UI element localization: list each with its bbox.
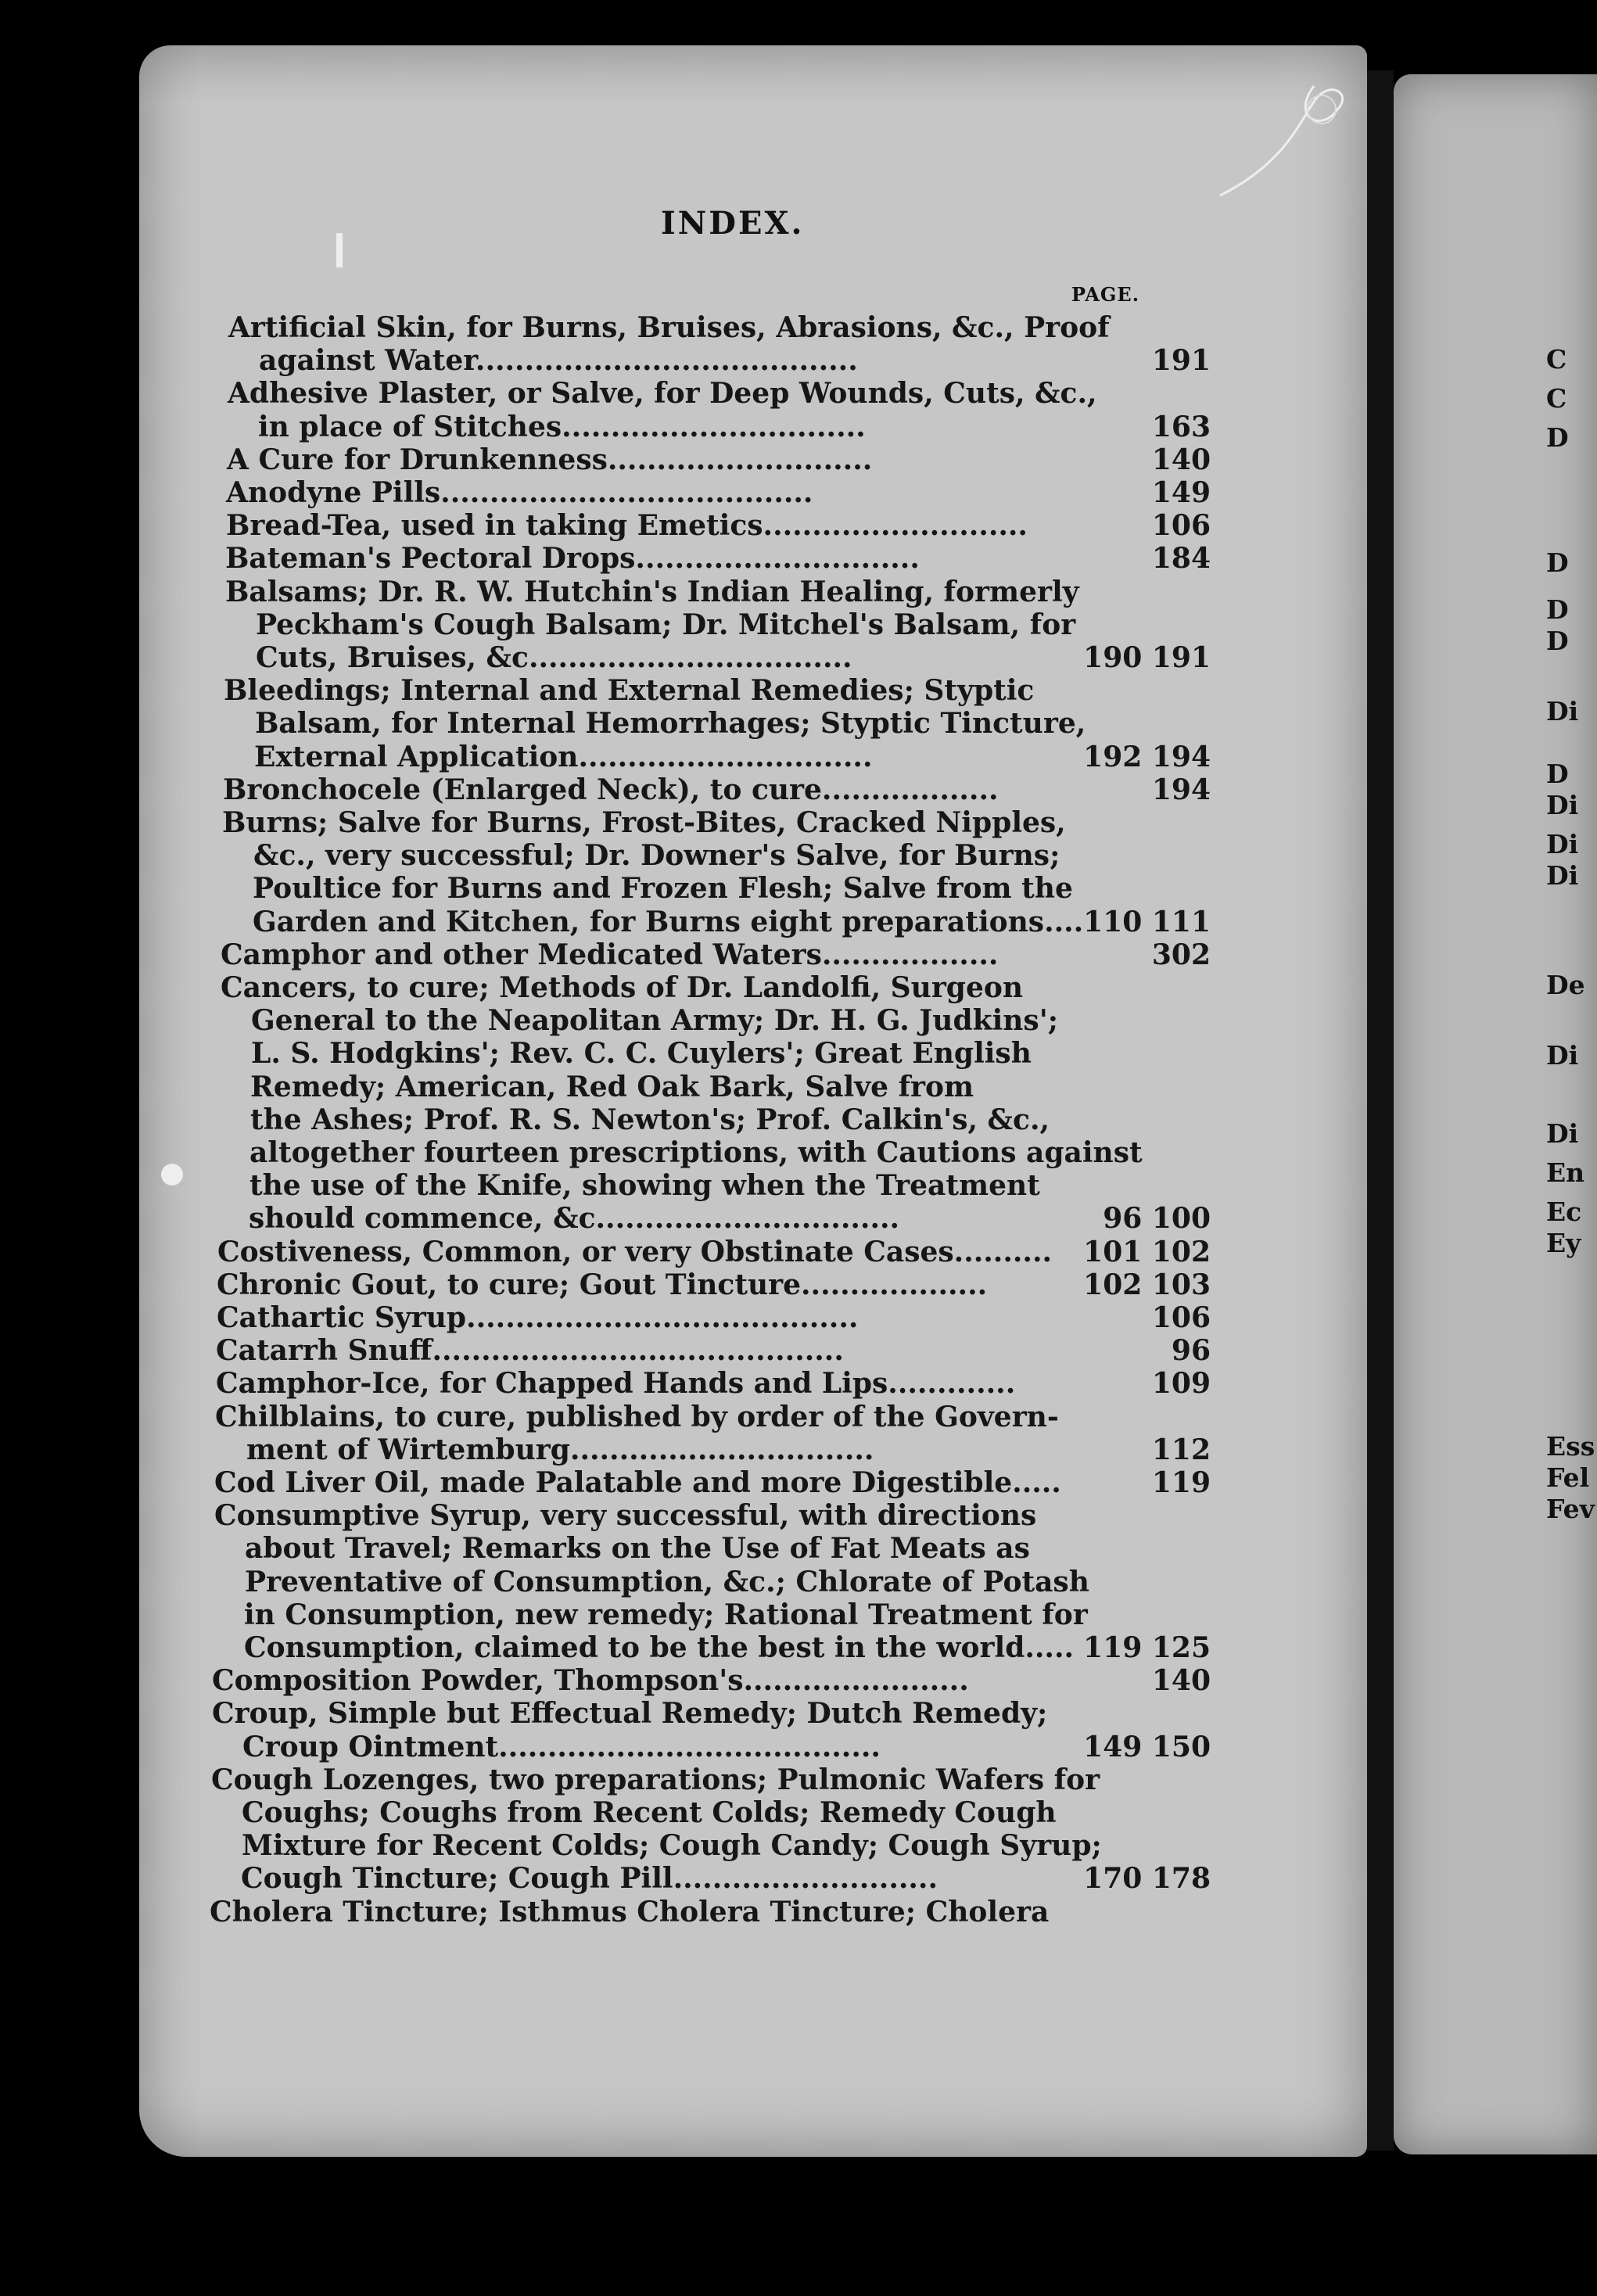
adjacent-page-fragment: D xyxy=(1546,422,1569,453)
index-entry-text: against Water....................................... xyxy=(259,344,858,378)
adjacent-page-fragment: C xyxy=(1546,383,1567,414)
index-entry-page: 119 xyxy=(1151,1466,1211,1499)
index-entry-page: 163 xyxy=(1151,410,1211,443)
index-entry-text: Anodyne Pills...................................... xyxy=(226,476,813,509)
index-entry-text: Cholera Tincture; Isthmus Cholera Tincture; Cholera xyxy=(210,1895,1050,1928)
index-entry-text: Coughs; Coughs from Recent Colds; Remedy Cough xyxy=(242,1796,1057,1829)
index-entry-line xyxy=(245,1566,1087,1598)
index-entry-page: 106 xyxy=(1151,509,1211,543)
index-entry-line xyxy=(214,1466,1087,1499)
index-entry-text: General to the Neapolitan Army; Dr. H. G. Judkins'; xyxy=(251,1004,1059,1038)
book-gutter xyxy=(1367,70,1394,2151)
index-entry-page: 140 xyxy=(1151,1664,1211,1698)
index-entry-line xyxy=(223,773,1087,806)
adjacent-page-fragment: Di xyxy=(1546,696,1579,726)
index-entry-line xyxy=(221,938,1087,971)
index-entry-line xyxy=(221,971,1087,1004)
adjacent-page-fragment: C xyxy=(1546,344,1567,375)
index-entry-page: 101 102 xyxy=(1083,1235,1211,1268)
index-entry-text: altogether fourteen prescriptions, with Cautions against xyxy=(249,1136,1143,1169)
index-entry-text: Camphor and other Medicated Waters.................. xyxy=(221,938,999,971)
index-entry-text: Chilblains, to cure, published by order of the Govern- xyxy=(215,1400,1059,1433)
index-entry-text: Artificial Skin, for Burns, Bruises, Abrasions, &c., Proof xyxy=(228,311,1110,344)
adjacent-page-fragment: Fel xyxy=(1546,1462,1590,1493)
index-entry-line xyxy=(241,1862,1087,1895)
index-entry-line xyxy=(212,1664,1087,1697)
page-column-header: PAGE. xyxy=(1071,283,1140,306)
index-entry-line xyxy=(217,1268,1087,1301)
index-entry-text: Catarrh Snuff.......................................... xyxy=(216,1334,844,1368)
index-entry-line xyxy=(245,1532,1087,1565)
index-entry-line xyxy=(249,1169,1087,1202)
index-entry-text: Chronic Gout, to cure; Gout Tincture................... xyxy=(217,1268,988,1301)
index-entry-line xyxy=(249,1202,1087,1235)
index-entry-text: ment of Wirtemburg............................... xyxy=(246,1433,874,1466)
index-entry-page: 106 xyxy=(1151,1301,1211,1334)
index-entry-text: in Consumption, new remedy; Rational Treatment for xyxy=(244,1598,1088,1631)
index-entry-line xyxy=(258,411,1087,443)
index-title: INDEX. xyxy=(661,205,805,242)
adjacent-page-fragment: Di xyxy=(1546,1040,1579,1071)
index-entry-line xyxy=(255,707,1087,740)
index-entry-line xyxy=(244,1631,1087,1664)
index-entry-line xyxy=(253,906,1087,938)
index-entry-text: Croup Ointment....................................... xyxy=(242,1730,881,1763)
index-entry-page: 170 178 xyxy=(1083,1862,1211,1896)
index-entry-text: Peckham's Cough Balsam; Dr. Mitchel's Balsam, for xyxy=(256,608,1076,641)
index-entry-page: 96 xyxy=(1171,1334,1211,1368)
index-entry-line xyxy=(224,674,1087,707)
index-entry-line xyxy=(256,608,1087,641)
index-entry-line xyxy=(227,443,1087,476)
index-entry-text: Cathartic Syrup........................................ xyxy=(217,1301,859,1334)
index-entry-text: should commence, &c............................... xyxy=(249,1202,900,1236)
index-entry-text: Burns; Salve for Burns, Frost-Bites, Cracked Nipples, xyxy=(222,806,1066,839)
index-entry-text: Balsam, for Internal Hemorrhages; Styptic Tincture, xyxy=(255,707,1086,741)
adjacent-page-fragment: Di xyxy=(1546,1118,1579,1149)
index-entry-page: 119 125 xyxy=(1083,1631,1211,1664)
adjacent-page-fragment: Di xyxy=(1546,860,1579,891)
index-entry-text: Remedy; American, Red Oak Bark, Salve from xyxy=(250,1070,974,1103)
index-entry-line xyxy=(214,1499,1087,1532)
index-entry-line xyxy=(242,1796,1087,1829)
index-entry-page: 190 191 xyxy=(1083,641,1211,674)
index-entry-line xyxy=(216,1367,1087,1400)
index-entry-page: 302 xyxy=(1151,938,1211,971)
index-entry-text: Mixture for Recent Colds; Cough Candy; Cough Syrup; xyxy=(242,1829,1102,1863)
index-entry-text: in place of Stitches............................... xyxy=(258,410,866,443)
index-entry-text: &c., very successful; Dr. Downer's Salve, for Burns; xyxy=(253,839,1060,873)
adjacent-page-fragment: En xyxy=(1546,1157,1585,1188)
index-entry-text: Cough Tincture; Cough Pill........................... xyxy=(241,1862,938,1896)
index-entry-text: Garden and Kitchen, for Burns eight preparations.... xyxy=(253,905,1084,938)
index-entry-text: Cuts, Bruises, &c................................. xyxy=(256,641,852,674)
index-entry-text: Cancers, to cure; Methods of Dr. Landolfi, Surgeon xyxy=(221,971,1024,1004)
index-entry-line xyxy=(216,1334,1087,1367)
index-entry-line xyxy=(256,641,1087,674)
index-entry-line xyxy=(226,476,1087,509)
index-entry-text: A Cure for Drunkenness........................... xyxy=(227,443,873,476)
index-entry-line xyxy=(217,1301,1087,1334)
index-entry-text: Composition Powder, Thompson's....................... xyxy=(212,1664,969,1698)
index-entry-text: the Ashes; Prof. R. S. Newton's; Prof. Calkin's, &c., xyxy=(250,1103,1050,1136)
index-entry-page: 184 xyxy=(1151,542,1211,576)
index-entry-page: 149 xyxy=(1151,476,1211,509)
adjacent-page-fragment: Ec xyxy=(1546,1196,1582,1227)
index-entry-text: Cough Lozenges, two preparations; Pulmonic Wafers for xyxy=(211,1763,1100,1796)
index-entry-text: Bleedings; Internal and External Remedies; Styptic xyxy=(224,674,1035,708)
index-entry-line xyxy=(250,1071,1087,1103)
index-entry-line xyxy=(249,1136,1143,1169)
index-entry-line xyxy=(225,576,1087,608)
index-entry-line xyxy=(254,741,1087,773)
adjacent-page-fragment: Di xyxy=(1546,829,1579,859)
index-entry-text: Consumptive Syrup, very successful, with directions xyxy=(214,1499,1037,1533)
index-entry-line xyxy=(253,872,1087,905)
index-entry-text: about Travel; Remarks on the Use of Fat Meats as xyxy=(245,1532,1030,1566)
adjacent-page-fragment: Ess xyxy=(1546,1431,1595,1462)
index-entry-line xyxy=(259,344,1087,377)
index-entry-text: Preventative of Consumption, &c.; Chlorate of Potash xyxy=(245,1565,1089,1598)
adjacent-page-fragment: Di xyxy=(1546,790,1579,820)
index-entry-page: 192 194 xyxy=(1083,740,1211,773)
index-entry-text: Costiveness, Common, or very Obstinate Cases.......... xyxy=(217,1235,1053,1268)
index-entry-text: Cod Liver Oil, made Palatable and more Digestible..... xyxy=(214,1466,1061,1499)
adjacent-page-fragment: D xyxy=(1546,547,1569,578)
index-entry-line xyxy=(228,377,1097,411)
adjacent-page-fragment: D xyxy=(1546,626,1569,656)
index-entry-text: Balsams; Dr. R. W. Hutchin's Indian Healing, formerly xyxy=(225,575,1079,608)
adjacent-page-fragment: De xyxy=(1546,970,1585,1000)
index-entry-line xyxy=(244,1598,1087,1631)
index-entry-page: 149 150 xyxy=(1083,1730,1211,1763)
index-entry-line xyxy=(242,1731,1087,1763)
adjacent-page-fragment: Fev xyxy=(1546,1494,1595,1524)
index-entry-text: Camphor-Ice, for Chapped Hands and Lips............. xyxy=(216,1367,1016,1401)
index-entry-text: Consumption, claimed to be the best in the world..... xyxy=(244,1631,1075,1664)
index-entry-page: 194 xyxy=(1151,773,1211,806)
index-entry-line xyxy=(210,1896,1087,1928)
index-entry-line xyxy=(212,1697,1087,1730)
index-entry-page: 191 xyxy=(1151,344,1211,378)
index-entry-page: 109 xyxy=(1151,1367,1211,1401)
adjacent-page-fragment: Ey xyxy=(1546,1228,1581,1258)
index-entry-page: 96 100 xyxy=(1103,1202,1211,1236)
index-entry-text: L. S. Hodgkins'; Rev. C. C. Cuylers'; Great English xyxy=(251,1037,1032,1071)
index-entry-text: Adhesive Plaster, or Salve, for Deep Wounds, Cuts, &c., xyxy=(228,377,1097,411)
index-entry-line xyxy=(246,1433,1087,1466)
index-entry-line xyxy=(253,839,1087,872)
index-entry-line xyxy=(251,1037,1087,1070)
index-entry-line xyxy=(215,1401,1087,1433)
index-entry-line xyxy=(217,1236,1087,1268)
index-entry-text: Bateman's Pectoral Drops............................. xyxy=(225,542,920,576)
index-entry-line xyxy=(225,542,1087,575)
adjacent-page-fragment: D xyxy=(1546,759,1569,789)
index-entry-page: 140 xyxy=(1151,443,1211,476)
index-entry-line xyxy=(228,311,1110,344)
index-entry-text: Poultice for Burns and Frozen Flesh; Salve from the xyxy=(253,872,1073,906)
index-entry-line xyxy=(250,1103,1087,1136)
index-entry-text: the use of the Knife, showing when the Treatment xyxy=(249,1169,1040,1203)
index-entry-page: 102 103 xyxy=(1083,1268,1211,1301)
index-entry-page: 112 xyxy=(1151,1433,1211,1466)
index-entry-line xyxy=(222,806,1087,839)
index-entry-text: Croup, Simple but Effectual Remedy; Dutch Remedy; xyxy=(212,1697,1048,1731)
index-entry-line xyxy=(251,1004,1087,1037)
adjacent-page-fragment: D xyxy=(1546,594,1569,625)
index-entry-text: Bread-Tea, used in taking Emetics........................... xyxy=(226,509,1028,543)
index-entry-line xyxy=(211,1763,1100,1796)
index-entry-line xyxy=(242,1829,1102,1863)
adjacent-page xyxy=(1394,74,1597,2154)
index-entry-page: 110 111 xyxy=(1083,905,1211,938)
index-entry-text: External Application.............................. xyxy=(254,740,873,773)
index-entry-text: Bronchocele (Enlarged Neck), to cure.................. xyxy=(223,773,999,806)
index-entry-line xyxy=(226,509,1087,542)
